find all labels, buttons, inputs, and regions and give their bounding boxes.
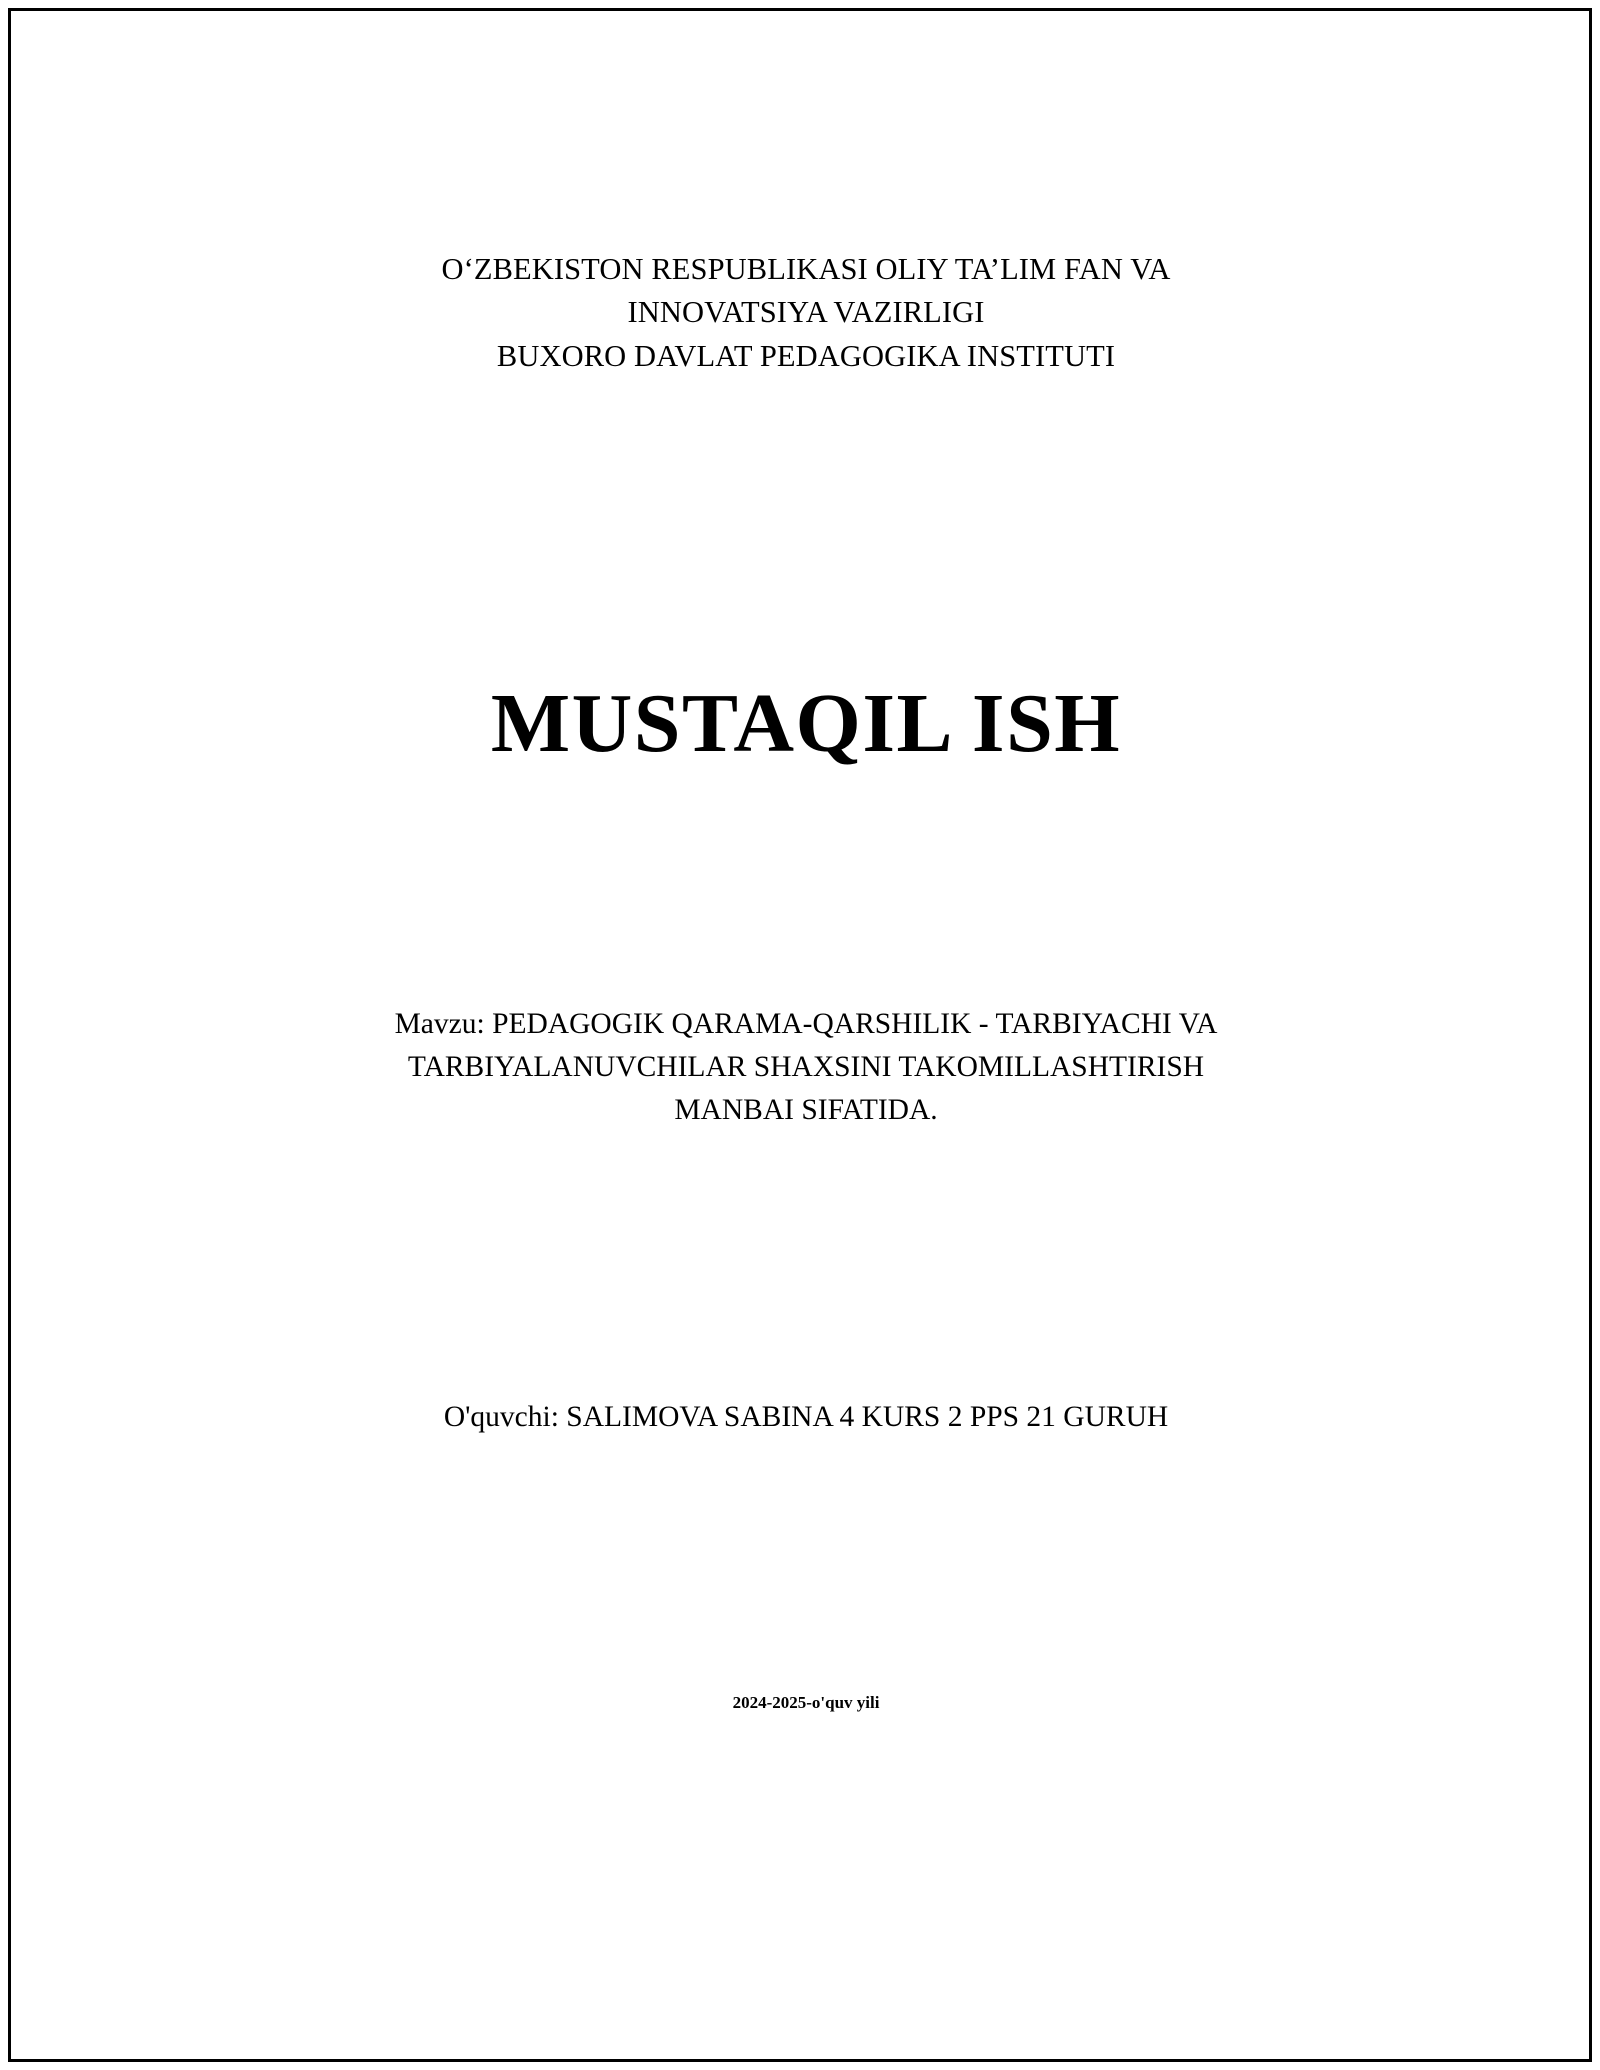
author-line: O'quvchi: SALIMOVA SABINA 4 KURS 2 PPS 21 GURUH xyxy=(443,1401,1169,1434)
subject-line-2: TARBIYALANUVCHILAR SHAXSINI TAKOMILLASHTIRISH xyxy=(407,1051,1205,1084)
subject-line-1: Mavzu: PEDAGOGIK QARAMA-QARSHILIK - TARBIYACHI VA xyxy=(394,1008,1218,1041)
title-page-content xyxy=(41,33,1571,2041)
page-border xyxy=(8,8,1592,2062)
organization-line-2: INNOVATSIYA VAZIRLIGI xyxy=(627,295,985,330)
organization-heading xyxy=(201,248,1411,378)
organization-line-1: O‘ZBEKISTON RESPUBLIKASI OLIY TA’LIM FAN VA xyxy=(441,252,1171,286)
organization-line-3: BUXORO DAVLAT PEDAGOGIKA INSTITUTI xyxy=(496,338,1116,373)
academic-year: 2024-2025-o'quv yili xyxy=(732,1693,880,1712)
page-surface xyxy=(41,33,1571,2041)
page-title: MUSTAQIL ISH xyxy=(490,676,1122,770)
subject-heading xyxy=(201,1003,1411,1132)
subject-line-3: MANBAI SIFATIDA. xyxy=(674,1094,938,1127)
